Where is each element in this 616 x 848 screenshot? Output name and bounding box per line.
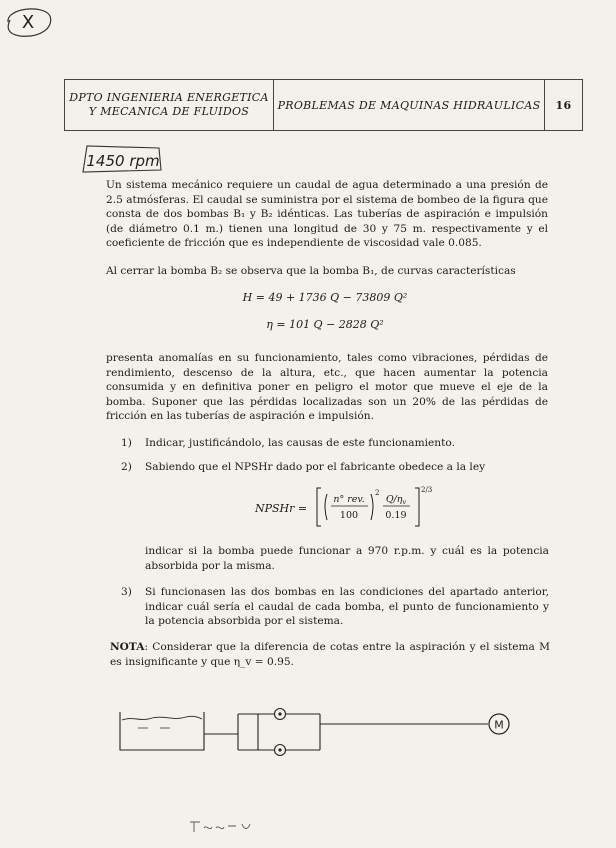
npsh-rev-numerator: n° rev.: [333, 494, 365, 505]
item-text: Indicar, justificándolo, las causas de este funcionamiento.: [145, 437, 455, 449]
nota-text: : Considerar que la diferencia de cotas entre la aspiración y el sistema M es insignificante y que η_v = 0.95.: [110, 641, 550, 668]
question-item-2: [121, 460, 547, 476]
pump-b1-icon: [275, 709, 286, 720]
water-tank: [120, 712, 204, 750]
department-cell: [65, 80, 274, 130]
motor-icon: [489, 714, 509, 734]
npsh-equation: [255, 484, 435, 530]
nota-label: NOTA: [110, 641, 145, 653]
department-line-2: Y MECANICA DE FLUIDOS: [88, 105, 250, 118]
curves-intro: Al cerrar la bomba B₂ se observa que la bomba B₁, de curvas características: [106, 265, 516, 277]
npsh-flow-denominator: 0.19: [385, 510, 407, 521]
item-text: Sabiendo que el NPSHr dado por el fabricante obedece a la ley: [145, 461, 486, 473]
anomalies-paragraph: presenta anomalías en su funcionamiento, tales como vibraciones, pérdidas de rendimiento, descenso de la altura, etc., que hacen aumentar la potencia consumida y en definitiva poner en peligro el motor que mueve el eje de la bomba. Suponer que las pérdidas localizadas son un 20% de las pérdidas de fricción en las tuberías de aspiración e impulsión.: [106, 352, 548, 423]
page-number: 16: [555, 98, 572, 112]
npsh-rev-denominator: 100: [339, 510, 359, 521]
nota-paragraph: [110, 640, 550, 669]
pump-b2-icon: [275, 745, 286, 756]
item-number: 1): [121, 437, 132, 449]
npsh-lhs: NPSHr =: [255, 502, 308, 515]
efficiency-equation: η = 101 Q − 2828 Q²: [266, 318, 384, 331]
department-line-1: DPTO INGENIERIA ENERGETICA: [69, 91, 269, 104]
item-number: 2): [121, 461, 132, 473]
question-item-2-continued: [121, 544, 549, 576]
npsh-flow-numerator: Q/η: [385, 494, 403, 505]
pump-pipe-network: [204, 714, 488, 750]
pump-system-diagram: [112, 706, 522, 756]
question-item-3: [121, 585, 549, 631]
item-text: indicar si la bomba puede funcionar a 970 r.p.m. y cuál es la potencia absorbida por la misma.: [145, 545, 549, 572]
motor-label: M: [494, 718, 504, 732]
page-header: [64, 79, 583, 131]
header-title: PROBLEMAS DE MAQUINAS HIDRAULICAS: [274, 80, 545, 130]
question-item-1: [121, 436, 547, 452]
npsh-exponent-2: 2/3: [421, 486, 433, 494]
corner-handwritten-mark: [0, 0, 56, 42]
item-text: Si funcionasen las dos bombas en las condiciones del apartado anterior, indicar cuál sería el caudal de cada bomba, el punto de funcionamiento y la potencia absorbida por el sistema.: [145, 586, 549, 628]
corner-mark-letter: X: [21, 12, 35, 33]
svg-text:Q/ηv: [386, 494, 407, 506]
bottom-handwritten-scribble: [186, 814, 258, 836]
head-equation: H = 49 + 1736 Q − 73809 Q²: [242, 291, 408, 304]
item-number: 3): [121, 586, 132, 598]
npsh-exponent-1: 2: [375, 489, 380, 497]
handwritten-rpm-note: [79, 142, 165, 178]
npsh-flow-subscript: v: [402, 498, 407, 506]
intro-paragraph: Un sistema mecánico requiere un caudal de agua determinado a una presión de 2.5 atmósferas. El caudal se suministra por el sistema de bombeo de la figura que consta de dos bombas B₁ y B₂ idénticas. Las tuberías de aspiración e impulsión (de diámetro 0.1 m.) tienen una longitud de 30 y 75 m. respectivamente y el coeficiente de fricción que es independiente de viscosidad vale 0.085.: [106, 179, 548, 250]
rpm-note-text: 1450 rpm: [86, 152, 160, 170]
